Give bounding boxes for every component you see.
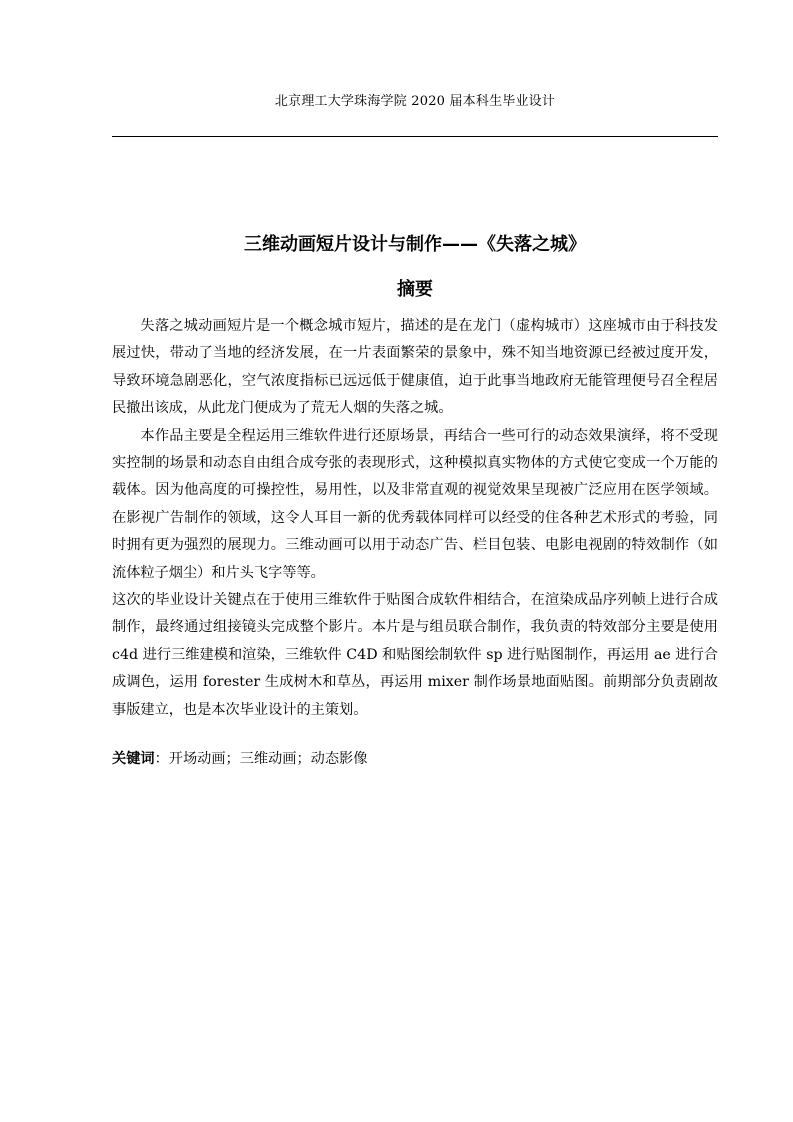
abstract-paragraph-1: 失落之城动画短片是一个概念城市短片，描述的是在龙门（虚构城市）这座城市由于科技发展过快，带动了当地的经济发展，在一片表面繁荣的景象中，殊不知当地资源已经被过度开发，导致环境急剧恶化，空气浓度指标已远远低于健康值，迫于此事当地政府无能管理便号召全程居民撤出该成，从此龙门便成为了荒无人烟的失落之城。 [112,318,718,417]
page-header: 北京理工大学珠海学院 2020 届本科生毕业设计 [274,94,556,109]
keywords-text: 开场动画；三维动画；动态影像 [168,751,368,767]
document-title: 三维动画短片设计与制作——《失落之城》 [244,234,586,255]
keywords-label: 关键词 [112,751,155,767]
abstract-body [112,313,718,724]
abstract-paragraph-3: 这次的毕业设计关键点在于使用三维软件于贴图合成软件相结合，在渲染成品序列帧上进行合成制作，最终通过组接镜头完成整个影片。本片是与组员联合制作，我负责的特效部分主要是使用 c4d 进行三维建模和渲染，三维软件 C4D 和贴图绘制软件 sp 进行贴图制作，再运用 ae 进行合成调色，运用 forester 生成树木和草丛，再运用 mixer 制作场景地面贴图。前期部分负责剧故事版建立，也是本次毕业设计的主策划。 [112,592,718,718]
header-divider [112,136,718,137]
keywords-separator: ： [154,751,169,767]
abstract-paragraph-2: 本作品主要是全程运用三维软件进行还原场景，再结合一些可行的动态效果演绎，将不受现实控制的场景和动态自由组合成夸张的表现形式，这种模拟真实物体的方式使它变成一个万能的载体。因为他高度的可操控性，易用性，以及非常直观的视觉效果呈现被广泛应用在医学领域。在影视广告制作的领域，这令人耳目一新的优秀载体同样可以经受的住各种艺术形式的考验，同时拥有更为强烈的展现力。三维动画可以用于动态广告、栏目包装、电影电视剧的特效制作（如流体粒子烟尘）和片头飞字等等。 [112,427,718,581]
abstract-heading: 摘要 [397,279,433,300]
keywords-line [112,746,718,772]
